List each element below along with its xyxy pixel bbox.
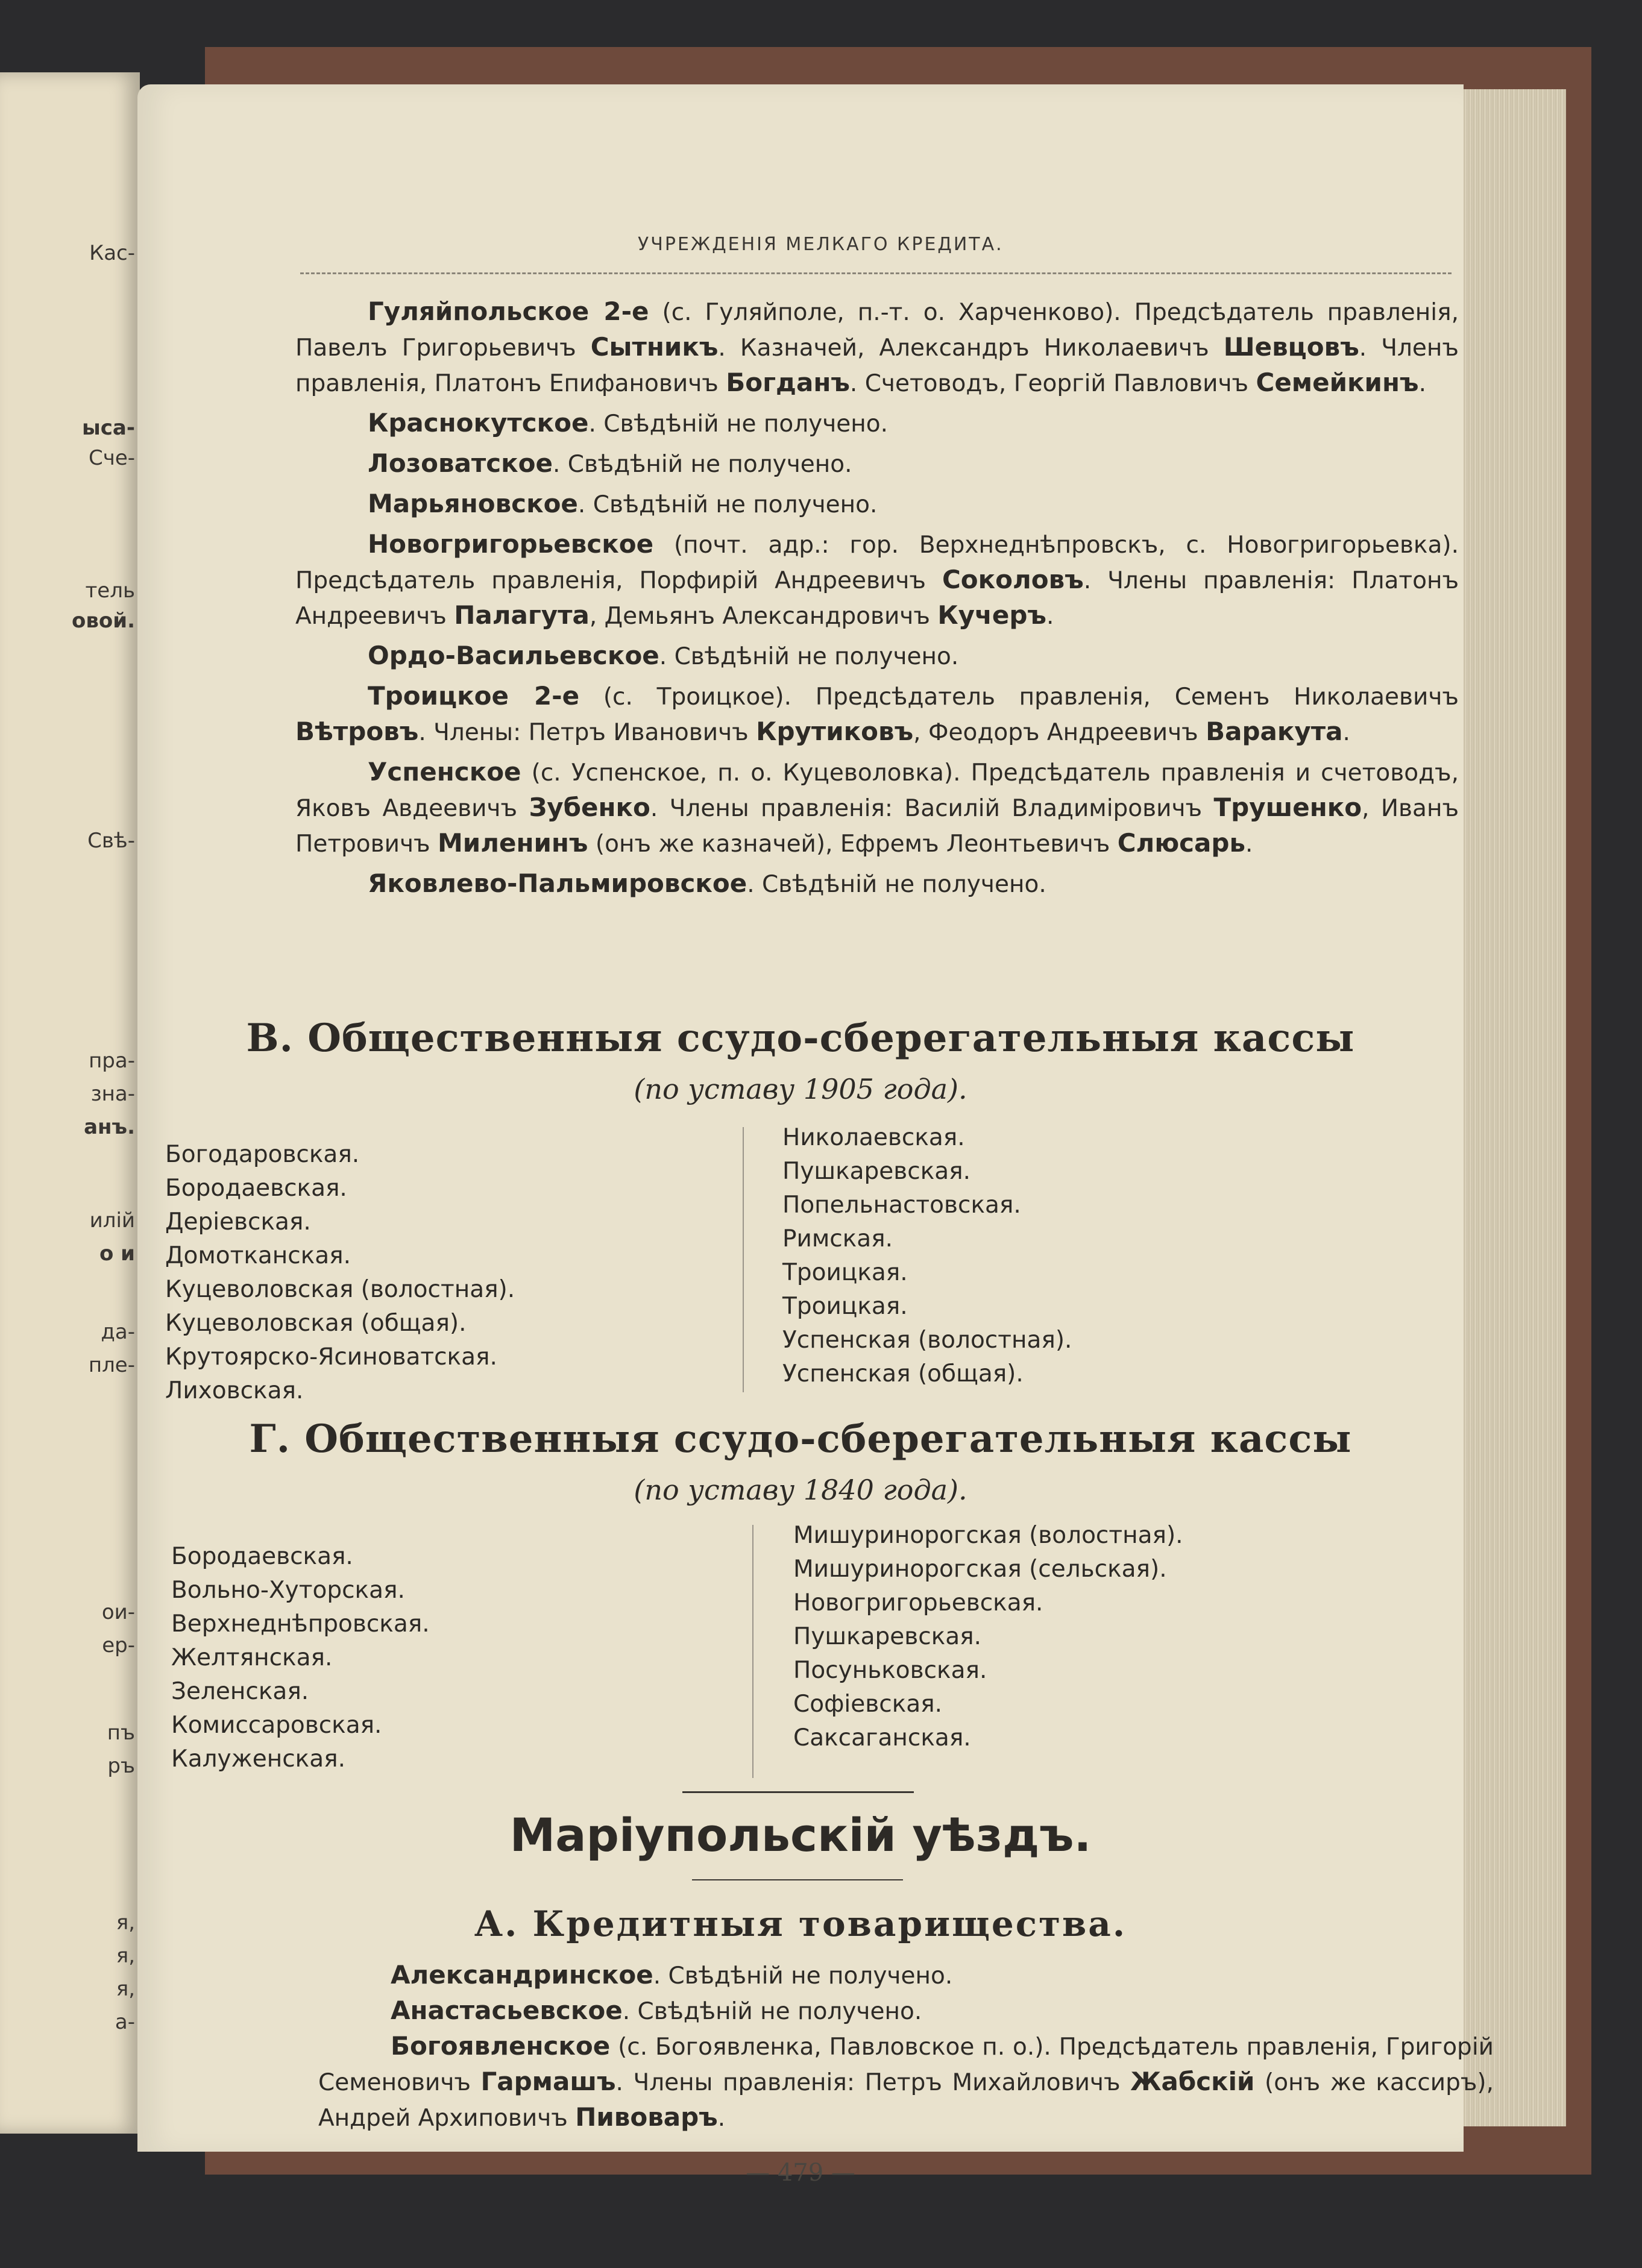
list-item: Бородаевская.	[165, 1175, 347, 1202]
entry-text: .	[1245, 831, 1253, 858]
person-surname: Варакута	[1206, 717, 1343, 746]
entry-name: Анастасьевское	[391, 1996, 623, 2025]
entry-text: . Свѣдѣній не получено.	[588, 410, 888, 438]
section-a-title: А. Кредитныя товарищества.	[474, 1903, 1127, 1944]
list-item: Вольно-Хуторская.	[171, 1577, 405, 1604]
person-surname: Богданъ	[726, 368, 850, 397]
entry-text: . Свѣдѣній не получено.	[653, 1962, 953, 1990]
entry-text: , Иванъ Петровичъ	[295, 795, 1459, 858]
entry-name: Богоявленское	[391, 2031, 611, 2061]
person-surname: Кучеръ	[937, 600, 1046, 630]
entry-name: Новогригорьевское	[368, 529, 654, 559]
list-item: Саксаганская.	[793, 1724, 971, 1751]
column-divider	[743, 1127, 744, 1392]
list-item: Богодаровская.	[165, 1141, 360, 1168]
entry-name: Александринское	[391, 1960, 653, 1990]
page-edges	[1453, 89, 1566, 2126]
entry-text: (с. Троицкое). Предсѣдатель правленія, Семенъ Николаевичъ	[579, 683, 1459, 711]
entry-text: (с. Успенское, п. о. Куцеволовка). Предсѣдатель правленія и счетоводъ, Яковъ Авдеевичъ	[295, 759, 1459, 822]
person-surname: Крутиковъ	[756, 717, 914, 746]
person-surname: Палагута	[454, 600, 590, 630]
person-surname: Зубенко	[529, 793, 650, 822]
list-item: Пушкаревская.	[793, 1623, 982, 1650]
entry-paragraph	[295, 527, 1459, 633]
left-page-fragment: зна-	[90, 1082, 135, 1106]
list-item: Куцеволовская (общая).	[165, 1310, 467, 1337]
entry-text: (онъ же казначей), Ефремъ Леонтьевичъ	[588, 831, 1118, 858]
left-page-fragment: я,	[116, 1911, 135, 1935]
entry-paragraph	[295, 446, 1459, 482]
list-item: Бородаевская.	[171, 1543, 353, 1570]
entry-paragraph	[295, 679, 1459, 750]
section-g-subtitle: (по уставу 1840 года).	[634, 1474, 967, 1506]
section-v-right-list	[782, 1121, 1072, 1391]
entry-text: . Свѣдѣній не получено.	[747, 871, 1046, 898]
left-page-fragment: а-	[115, 2010, 135, 2034]
left-page-fragment: пле-	[88, 1353, 135, 1377]
list-item: Софіевская.	[793, 1691, 943, 1718]
header-rule	[300, 272, 1452, 274]
entry-text: (с. Гуляйполе, п.-т. о. Харченково). Предсѣдатель правленія, Павелъ Григорьевичъ	[295, 299, 1459, 362]
person-surname: Миленинъ	[437, 828, 588, 858]
entry-text: . Свѣдѣній не получено.	[577, 491, 878, 518]
list-item: Троицкая.	[782, 1259, 908, 1286]
left-page-fragment: илій	[89, 1208, 135, 1233]
entry-name: Марьяновское	[368, 489, 578, 518]
uezd-title: Маріупольскій уѣздъ.	[509, 1808, 1092, 1862]
entry-text: .	[717, 2105, 726, 2132]
list-item: Троицкая.	[782, 1293, 908, 1320]
entry-text: . Членъ правленія, Платонъ Епифановичъ	[295, 335, 1459, 397]
list-item: Калуженская.	[171, 1745, 345, 1773]
person-surname: Вѣтровъ	[295, 717, 419, 746]
right-page	[137, 84, 1494, 2187]
list-item: Верхнеднѣпровская.	[171, 1610, 430, 1638]
entry-paragraph	[295, 755, 1459, 861]
left-page-fragment: о и	[99, 1242, 135, 1266]
entry-text: . Казначей, Александръ Николаевичъ	[718, 335, 1224, 362]
list-item: Посуньковская.	[793, 1657, 987, 1684]
list-item: Крутоярско-Ясиноватская.	[165, 1343, 497, 1371]
entry-paragraph	[295, 294, 1459, 401]
left-page-fragment: Кас-	[89, 241, 135, 265]
left-page-fragment: овой.	[72, 609, 135, 633]
uezd-rule-top	[682, 1791, 914, 1793]
section-g-right-list	[793, 1519, 1183, 1755]
list-item: Пушкаревская.	[782, 1158, 971, 1185]
left-page-fragment: ер-	[102, 1633, 135, 1657]
entry-text: . Счетоводъ, Георгій Павловичъ	[849, 370, 1256, 397]
person-surname: Гармашъ	[480, 2067, 616, 2096]
entry-text: , Феодоръ Андреевичъ	[913, 719, 1206, 746]
person-surname: Пивоваръ	[575, 2102, 718, 2132]
list-item: Лиховская.	[165, 1377, 304, 1404]
entry-text: (онъ же кассиръ), Андрей Архиповичъ	[318, 2069, 1494, 2132]
left-page-fragment: пъ	[107, 1721, 135, 1745]
person-surname: Сытникъ	[590, 332, 719, 362]
left-page-fragment: я,	[116, 1944, 135, 1968]
left-page-fragment: пра-	[89, 1049, 135, 1073]
list-item: Желтянская.	[171, 1644, 333, 1671]
person-surname: Семейкинъ	[1256, 368, 1419, 397]
entry-text: (почт. адр.: гор. Верхнеднѣпровскъ, с. Новогригорьевка). Предсѣдатель правленія, Порфирій Андреевичъ	[295, 532, 1459, 594]
entry-name: Ордо-Васильевское	[368, 641, 659, 670]
entry-text: . Свѣдѣній не получено.	[622, 1998, 922, 2025]
entry-paragraph	[318, 1993, 1494, 2029]
uezd-rule-bottom	[692, 1879, 903, 1880]
person-surname: Шевцовъ	[1223, 332, 1359, 362]
section-g-left-list	[171, 1540, 430, 1776]
entry-name: Троицкое 2-е	[368, 681, 580, 711]
entry-paragraph	[295, 638, 1459, 674]
entry-text: .	[1418, 370, 1426, 397]
entry-text: . Члены правленія: Петръ Михайловичъ	[615, 2069, 1131, 2096]
person-surname: Соколовъ	[942, 565, 1084, 594]
page-number: — 479 —	[746, 2159, 855, 2187]
entry-text: . Члены правленія: Василій Владиміровичъ	[650, 795, 1214, 822]
section-v-subtitle: (по уставу 1905 года).	[634, 1073, 967, 1105]
entry-text: , Демьянъ Александровичъ	[589, 603, 938, 630]
entry-text: . Члены: Петръ Ивановичъ	[418, 719, 757, 746]
entry-paragraph	[318, 1958, 1494, 1993]
left-page-fragment: да-	[101, 1320, 135, 1344]
person-surname: Жабскій	[1130, 2067, 1255, 2096]
entry-paragraph	[295, 406, 1459, 441]
list-item: Деріевская.	[165, 1208, 311, 1236]
list-item: Успенская (волостная).	[782, 1327, 1072, 1354]
list-item: Римская.	[782, 1225, 893, 1252]
left-page-fragment: ръ	[107, 1754, 135, 1778]
left-page	[0, 72, 140, 2134]
entry-name: Гуляйпольское 2-е	[368, 297, 649, 326]
entry-paragraph	[295, 486, 1459, 522]
entry-text: .	[1046, 603, 1054, 630]
list-item: Мишуринорогская (волостная).	[793, 1522, 1183, 1549]
left-page-fragment: тель	[85, 579, 135, 603]
entries-block-2	[318, 1958, 1494, 2135]
list-item: Зеленская.	[171, 1678, 309, 1705]
entry-name: Яковлево-Пальмировское	[368, 869, 747, 898]
list-item: Успенская (общая).	[782, 1360, 1024, 1387]
list-item: Комиссаровская.	[171, 1712, 382, 1739]
entry-text: (с. Богоявленка, Павловское п. о.). Предсѣдатель правленія, Григорій Семеновичъ	[318, 2034, 1494, 2096]
left-page-fragment: ыса-	[82, 416, 135, 440]
entries-block	[295, 294, 1459, 902]
list-item: Мишуринорогская (сельская).	[793, 1556, 1167, 1583]
list-item: Попельнастовская.	[782, 1192, 1021, 1219]
left-page-fragment: Сче-	[88, 446, 135, 470]
left-page-fragment: я,	[116, 1977, 135, 2001]
entry-name: Успенское	[368, 757, 521, 787]
section-v-title: В. Общественныя ссудо-сберегательныя кассы	[246, 1016, 1355, 1061]
running-header: УЧРЕЖДЕНІЯ МЕЛКАГО КРЕДИТА.	[638, 234, 1004, 255]
left-page-fragment: ои-	[101, 1600, 135, 1624]
entry-paragraph	[295, 866, 1459, 902]
entry-text: . Свѣдѣній не получено.	[659, 643, 959, 670]
person-surname: Слюсарь	[1117, 828, 1246, 858]
list-item: Новогригорьевская.	[793, 1589, 1043, 1616]
entry-name: Краснокутское	[368, 408, 589, 438]
person-surname: Трушенко	[1213, 793, 1362, 822]
entry-text: . Члены правленія: Платонъ Андреевичъ	[295, 567, 1459, 630]
entry-paragraph	[318, 2029, 1494, 2135]
entry-name: Лозоватское	[368, 448, 553, 478]
list-item: Домотканская.	[165, 1242, 351, 1269]
list-item: Николаевская.	[782, 1124, 965, 1151]
left-page-fragment: Свѣ-	[87, 829, 135, 853]
section-g-title: Г. Общественныя ссудо-сберегательныя кассы	[249, 1416, 1352, 1462]
column-divider	[752, 1525, 753, 1778]
left-page-fragment: анъ.	[84, 1115, 135, 1139]
list-item: Куцеволовская (волостная).	[165, 1276, 515, 1303]
entry-text: .	[1342, 719, 1350, 746]
entry-text: . Свѣдѣній не получено.	[553, 451, 852, 478]
section-v-left-list	[165, 1138, 515, 1408]
